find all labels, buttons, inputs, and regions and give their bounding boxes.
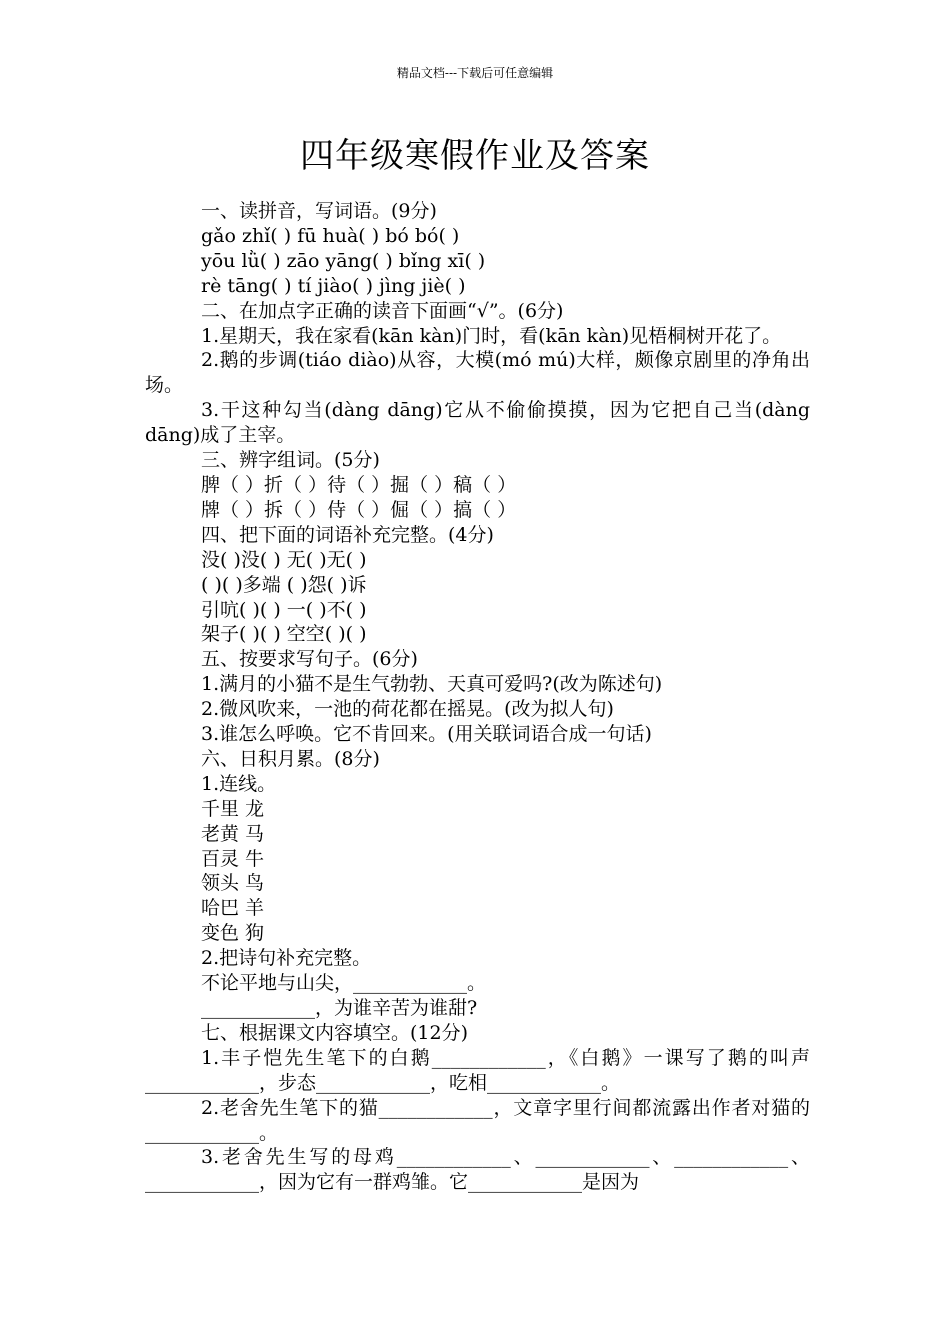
section-7-question-3: 3.老舍先生写的母鸡____________、____________、____________、____________，因为它有一群鸡雏。它____________是因为 — [145, 1146, 810, 1194]
section-5-question-1: 1.满月的小猫不是生气勃勃、天真可爱吗?(改为陈述句) — [201, 673, 663, 696]
char-group-line-1: 脾（ ）折（ ）待（ ）掘（ ）稿（ ） — [201, 473, 517, 496]
match-pair: 千里 龙 — [201, 797, 265, 820]
section-4-heading: 四、把下面的词语补充完整。(4分) — [201, 523, 494, 546]
page-header: 精品文档---下载后可任意编辑 — [396, 66, 554, 80]
match-pair: 哈巴 羊 — [201, 897, 265, 920]
match-pair: 领头 鸟 — [201, 872, 265, 895]
idiom-line-4: 架子( )( ) 空空( )( ) — [201, 623, 367, 646]
section-6-heading: 六、日积月累。(8分) — [201, 747, 380, 770]
poem-line-1: 不论平地与山尖，____________。 — [201, 972, 487, 995]
char-group-line-2: 牌（ ）拆（ ）侍（ ）倔（ ）搞（ ） — [201, 498, 517, 521]
match-pair: 老黄 马 — [201, 822, 265, 845]
section-3-heading: 三、辨字组词。(5分) — [201, 449, 380, 472]
section-6-question-1: 1.连线。 — [201, 772, 277, 795]
section-2-question-1: 1.星期天，我在家看(kān kàn)门时，看(kān kàn)见梧桐树开花了。 — [201, 324, 782, 347]
pinyin-line-3: rè tāng( ) tí jiào( ) jìng jiè( ) — [201, 274, 466, 297]
section-7-heading: 七、根据课文内容填空。(12分) — [201, 1021, 469, 1044]
section-2-heading: 二、在加点字正确的读音下面画“√”。(6分) — [201, 299, 564, 322]
poem-line-2: ____________，为谁辛苦为谁甜? — [201, 997, 478, 1019]
document-title: 四年级寒假作业及答案 — [300, 136, 650, 176]
idiom-line-3: 引吭( )( ) 一( )不( ) — [201, 598, 367, 621]
match-pair: 百灵 牛 — [201, 847, 265, 870]
idiom-line-1: 没( )没( ) 无( )无( ) — [201, 548, 367, 571]
section-7-question-1: 1.丰子恺先生笔下的白鹅____________，《白鹅》一课写了鹅的叫声____________，步态____________，吃相____________。 — [145, 1046, 810, 1094]
pinyin-line-2: yōu lǜ( ) zāo yāng( ) bǐng xī( ) — [201, 249, 486, 272]
pinyin-line-1: gǎo zhǐ( ) fū huà( ) bó bó( ) — [201, 224, 460, 247]
section-6-question-2: 2.把诗句补充完整。 — [201, 947, 372, 970]
match-pair: 变色 狗 — [201, 922, 265, 945]
idiom-line-2: ( )( )多端 ( )怨( )诉 — [201, 573, 367, 596]
section-5-question-2: 2.微风吹来，一池的荷花都在摇晃。(改为拟人句) — [201, 698, 614, 721]
section-5-question-3: 3.谁怎么呼唤。它不肯回来。(用关联词语合成一句话) — [201, 723, 652, 746]
section-2-question-3: 3.干这种勾当(dàng dāng)它从不偷偷摸摸，因为它把自己当(dàng dāng)成了主宰。 — [145, 399, 817, 447]
worksheet-content — [145, 199, 817, 1195]
section-7-question-2: 2.老舍先生笔下的猫____________，文章字里行间都流露出作者对猫的____________。 — [145, 1096, 810, 1144]
section-1-heading: 一、读拼音，写词语。(9分) — [201, 200, 437, 222]
section-5-heading: 五、按要求写句子。(6分) — [201, 648, 418, 671]
section-2-question-2: 2.鹅的步调(tiáo diào)从容，大模(mó mú)大样，颇像京剧里的净角出场。 — [145, 349, 810, 397]
